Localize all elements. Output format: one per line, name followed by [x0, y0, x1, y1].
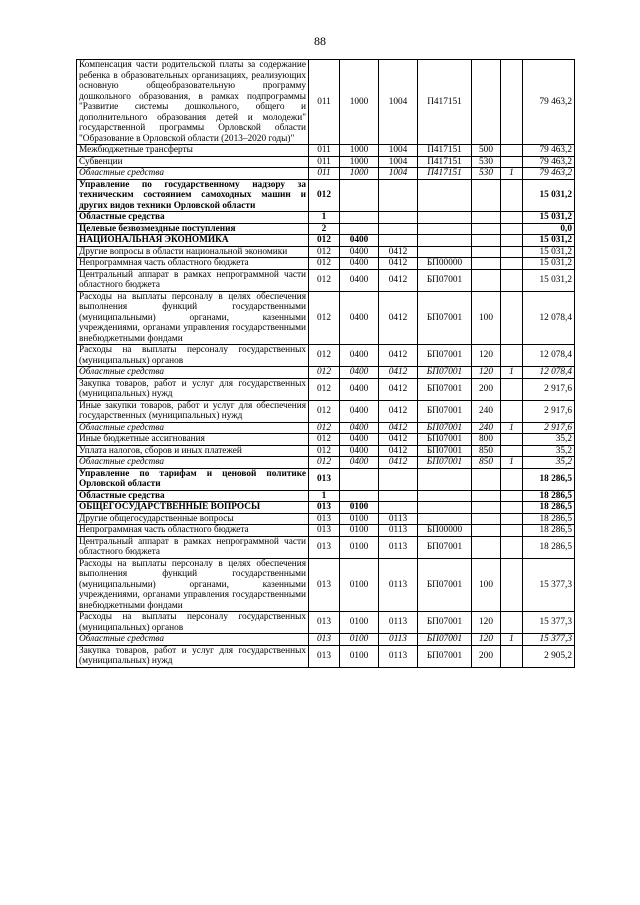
row-section-code: 0400	[340, 434, 379, 446]
row-name: Непрограммная часть областного бюджета	[77, 525, 309, 537]
row-source-code	[501, 612, 523, 634]
budget-table	[76, 59, 575, 668]
table-row	[77, 612, 575, 634]
row-expense-type: 120	[472, 345, 501, 367]
row-name: Областные средства	[77, 490, 309, 502]
row-source-code	[501, 434, 523, 446]
row-target-code: БП07001	[418, 345, 472, 367]
row-subsection-code: 0412	[379, 367, 418, 379]
row-subsection-code: 0412	[379, 445, 418, 457]
row-section-code	[340, 212, 379, 224]
table-row	[77, 525, 575, 537]
row-admin-code: 012	[309, 400, 340, 422]
table-row	[77, 223, 575, 235]
row-source-code	[501, 525, 523, 537]
row-admin-code: 012	[309, 378, 340, 400]
row-amount: 18 286,5	[523, 502, 575, 514]
row-admin-code: 013	[309, 536, 340, 558]
table-row	[77, 345, 575, 367]
row-admin-code: 2	[309, 223, 340, 235]
table-row	[77, 168, 575, 180]
row-expense-type	[472, 513, 501, 525]
row-section-code: 0100	[340, 502, 379, 514]
table-row	[77, 634, 575, 646]
row-subsection-code	[379, 179, 418, 212]
row-amount: 15 031,2	[523, 258, 575, 270]
row-expense-type: 800	[472, 434, 501, 446]
row-target-code	[418, 223, 472, 235]
row-name: Управление по государственному надзору за техническим состоянием самоходных машин и других видов техники Орловской области	[77, 179, 309, 212]
row-source-code	[501, 156, 523, 168]
row-amount: 79 463,2	[523, 168, 575, 180]
row-name: Другие вопросы в области национальной экономики	[77, 246, 309, 258]
table-row	[77, 445, 575, 457]
table-row	[77, 490, 575, 502]
row-name: Областные средства	[77, 367, 309, 379]
table-row	[77, 269, 575, 291]
row-name: Расходы на выплаты персоналу в целях обеспечения выполнения функций государственными (муниципальными) органами, казенными учреждениями, органами управления государственными внебюджетными фондами	[77, 558, 309, 612]
row-section-code: 1000	[340, 145, 379, 157]
row-admin-code: 013	[309, 525, 340, 537]
row-expense-type: 240	[472, 400, 501, 422]
row-target-code: БП07001	[418, 291, 472, 345]
table-row	[77, 212, 575, 224]
row-amount: 79 463,2	[523, 156, 575, 168]
row-source-code: 1	[501, 168, 523, 180]
table-row	[77, 246, 575, 258]
table-row	[77, 457, 575, 469]
row-name: Иные бюджетные ассигнования	[77, 434, 309, 446]
row-expense-type	[472, 212, 501, 224]
row-section-code	[340, 179, 379, 212]
row-target-code: БП00000	[418, 525, 472, 537]
page-number: 88	[314, 34, 326, 48]
row-expense-type: 240	[472, 422, 501, 434]
table-row	[77, 558, 575, 612]
row-amount: 15 031,2	[523, 235, 575, 247]
row-amount: 15 031,2	[523, 179, 575, 212]
row-amount: 35,2	[523, 457, 575, 469]
row-section-code: 0400	[340, 246, 379, 258]
row-section-code: 0400	[340, 378, 379, 400]
row-section-code: 0100	[340, 634, 379, 646]
row-expense-type: 120	[472, 634, 501, 646]
row-source-code	[501, 269, 523, 291]
row-expense-type	[472, 536, 501, 558]
row-source-code	[501, 558, 523, 612]
row-amount: 35,2	[523, 445, 575, 457]
row-source-code	[501, 513, 523, 525]
row-subsection-code	[379, 468, 418, 490]
row-target-code: БП07001	[418, 422, 472, 434]
row-admin-code: 012	[309, 246, 340, 258]
row-name: Областные средства	[77, 168, 309, 180]
row-target-code: БП07001	[418, 634, 472, 646]
row-subsection-code	[379, 223, 418, 235]
row-expense-type	[472, 60, 501, 145]
row-expense-type	[472, 235, 501, 247]
row-source-code	[501, 258, 523, 270]
row-subsection-code	[379, 212, 418, 224]
row-section-code: 0400	[340, 269, 379, 291]
row-section-code	[340, 490, 379, 502]
row-target-code: БП07001	[418, 367, 472, 379]
row-subsection-code: 1004	[379, 168, 418, 180]
row-amount: 2 917,6	[523, 400, 575, 422]
row-section-code: 1000	[340, 60, 379, 145]
row-source-code	[501, 145, 523, 157]
table-row	[77, 502, 575, 514]
row-section-code: 0100	[340, 525, 379, 537]
row-source-code	[501, 490, 523, 502]
row-amount: 15 031,2	[523, 212, 575, 224]
row-name: Целевые безвозмездные поступления	[77, 223, 309, 235]
row-expense-type	[472, 246, 501, 258]
row-source-code	[501, 378, 523, 400]
row-source-code: 1	[501, 422, 523, 434]
row-admin-code: 011	[309, 156, 340, 168]
row-subsection-code: 1004	[379, 145, 418, 157]
row-expense-type: 850	[472, 445, 501, 457]
row-subsection-code: 1004	[379, 156, 418, 168]
row-subsection-code: 0113	[379, 513, 418, 525]
row-subsection-code: 1004	[379, 60, 418, 145]
row-subsection-code: 0412	[379, 258, 418, 270]
row-target-code: БП07001	[418, 400, 472, 422]
row-expense-type: 530	[472, 156, 501, 168]
row-admin-code: 013	[309, 612, 340, 634]
row-name: Расходы на выплаты персоналу государственных (муниципальных) органов	[77, 345, 309, 367]
table-row	[77, 367, 575, 379]
row-subsection-code: 0412	[379, 291, 418, 345]
row-target-code: БП07001	[418, 269, 472, 291]
row-name: ОБЩЕГОСУДАРСТВЕННЫЕ ВОПРОСЫ	[77, 502, 309, 514]
row-admin-code: 012	[309, 345, 340, 367]
row-target-code: БП07001	[418, 558, 472, 612]
row-section-code: 1000	[340, 156, 379, 168]
row-name: Областные средства	[77, 457, 309, 469]
row-source-code	[501, 223, 523, 235]
row-name: Управление по тарифам и ценовой политике Орловской области	[77, 468, 309, 490]
row-admin-code: 012	[309, 235, 340, 247]
row-source-code	[501, 212, 523, 224]
row-name: Областные средства	[77, 634, 309, 646]
row-amount: 18 286,5	[523, 525, 575, 537]
row-subsection-code	[379, 490, 418, 502]
row-amount: 18 286,5	[523, 536, 575, 558]
table-row	[77, 258, 575, 270]
row-admin-code: 013	[309, 645, 340, 667]
row-source-code: 1	[501, 457, 523, 469]
row-target-code: БП00000	[418, 258, 472, 270]
row-subsection-code: 0412	[379, 246, 418, 258]
table-row	[77, 179, 575, 212]
row-expense-type: 500	[472, 145, 501, 157]
row-section-code: 0100	[340, 536, 379, 558]
row-subsection-code: 0113	[379, 525, 418, 537]
row-name: Областные средства	[77, 212, 309, 224]
row-amount: 0,0	[523, 223, 575, 235]
row-expense-type	[472, 179, 501, 212]
row-target-code	[418, 246, 472, 258]
row-admin-code: 013	[309, 513, 340, 525]
row-section-code: 0400	[340, 367, 379, 379]
row-section-code	[340, 468, 379, 490]
row-amount: 15 031,2	[523, 246, 575, 258]
row-section-code: 0400	[340, 291, 379, 345]
row-expense-type: 200	[472, 645, 501, 667]
row-source-code	[501, 445, 523, 457]
row-subsection-code: 0412	[379, 345, 418, 367]
row-name: Непрограммная часть областного бюджета	[77, 258, 309, 270]
table-row	[77, 422, 575, 434]
table-row	[77, 536, 575, 558]
row-expense-type	[472, 490, 501, 502]
table-row	[77, 513, 575, 525]
row-admin-code: 013	[309, 634, 340, 646]
row-subsection-code: 0412	[379, 269, 418, 291]
row-admin-code: 012	[309, 434, 340, 446]
row-source-code	[501, 468, 523, 490]
row-name: Центральный аппарат в рамках непрограммной части областного бюджета	[77, 269, 309, 291]
row-expense-type	[472, 258, 501, 270]
row-amount: 15 377,3	[523, 612, 575, 634]
row-admin-code: 012	[309, 179, 340, 212]
row-target-code: П417151	[418, 168, 472, 180]
row-admin-code: 012	[309, 445, 340, 457]
table-row	[77, 235, 575, 247]
row-admin-code: 011	[309, 145, 340, 157]
row-target-code	[418, 212, 472, 224]
row-name: Уплата налогов, сборов и иных платежей	[77, 445, 309, 457]
row-target-code: БП07001	[418, 645, 472, 667]
row-subsection-code: 0113	[379, 558, 418, 612]
row-target-code: П417151	[418, 156, 472, 168]
row-admin-code: 012	[309, 269, 340, 291]
row-amount: 15 377,3	[523, 558, 575, 612]
row-amount: 79 463,2	[523, 145, 575, 157]
row-subsection-code: 0412	[379, 378, 418, 400]
row-amount: 18 286,5	[523, 490, 575, 502]
row-section-code: 0400	[340, 345, 379, 367]
table-body	[77, 60, 575, 668]
row-admin-code: 012	[309, 367, 340, 379]
row-subsection-code: 0412	[379, 400, 418, 422]
row-expense-type: 100	[472, 558, 501, 612]
row-amount: 2 917,6	[523, 378, 575, 400]
row-amount: 2 905,2	[523, 645, 575, 667]
row-source-code	[501, 60, 523, 145]
row-subsection-code: 0113	[379, 612, 418, 634]
row-name: Межбюджетные трансферты	[77, 145, 309, 157]
row-amount: 35,2	[523, 434, 575, 446]
row-subsection-code: 0412	[379, 457, 418, 469]
row-name: Закупка товаров, работ и услуг для государственных (муниципальных) нужд	[77, 645, 309, 667]
row-admin-code: 012	[309, 258, 340, 270]
row-amount: 79 463,2	[523, 60, 575, 145]
row-source-code	[501, 345, 523, 367]
row-section-code: 0400	[340, 457, 379, 469]
row-amount: 12 078,4	[523, 367, 575, 379]
table-row	[77, 60, 575, 145]
row-source-code: 1	[501, 634, 523, 646]
row-expense-type: 120	[472, 367, 501, 379]
row-target-code: П417151	[418, 145, 472, 157]
row-amount: 18 286,5	[523, 513, 575, 525]
row-expense-type: 530	[472, 168, 501, 180]
row-expense-type	[472, 468, 501, 490]
row-name: НАЦИОНАЛЬНАЯ ЭКОНОМИКА	[77, 235, 309, 247]
row-admin-code: 013	[309, 502, 340, 514]
row-amount: 18 286,5	[523, 468, 575, 490]
row-section-code: 0400	[340, 422, 379, 434]
row-target-code	[418, 513, 472, 525]
row-expense-type	[472, 269, 501, 291]
row-subsection-code	[379, 502, 418, 514]
row-target-code: БП07001	[418, 378, 472, 400]
row-source-code	[501, 645, 523, 667]
row-expense-type	[472, 223, 501, 235]
row-source-code	[501, 246, 523, 258]
row-amount: 2 917,6	[523, 422, 575, 434]
row-admin-code: 1	[309, 212, 340, 224]
table-row	[77, 468, 575, 490]
row-section-code: 1000	[340, 168, 379, 180]
row-section-code: 0400	[340, 258, 379, 270]
row-admin-code: 011	[309, 60, 340, 145]
row-target-code	[418, 235, 472, 247]
row-name: Расходы на выплаты персоналу государственных (муниципальных) органов	[77, 612, 309, 634]
table-row	[77, 145, 575, 157]
row-section-code: 0400	[340, 235, 379, 247]
row-amount: 12 078,4	[523, 291, 575, 345]
row-name: Закупка товаров, работ и услуг для государственных (муниципальных) нужд	[77, 378, 309, 400]
row-expense-type: 100	[472, 291, 501, 345]
row-section-code: 0400	[340, 400, 379, 422]
row-amount: 15 377,3	[523, 634, 575, 646]
row-name: Центральный аппарат в рамках непрограммной части областного бюджета	[77, 536, 309, 558]
row-target-code: БП07001	[418, 612, 472, 634]
row-source-code	[501, 502, 523, 514]
row-section-code: 0100	[340, 612, 379, 634]
row-expense-type: 120	[472, 612, 501, 634]
row-section-code	[340, 223, 379, 235]
row-target-code: П417151	[418, 60, 472, 145]
row-source-code	[501, 179, 523, 212]
row-subsection-code: 0412	[379, 422, 418, 434]
row-target-code: БП07001	[418, 445, 472, 457]
row-target-code: БП07001	[418, 457, 472, 469]
row-subsection-code	[379, 235, 418, 247]
table-row	[77, 156, 575, 168]
row-admin-code: 012	[309, 291, 340, 345]
row-expense-type: 850	[472, 457, 501, 469]
row-source-code: 1	[501, 367, 523, 379]
row-amount: 12 078,4	[523, 345, 575, 367]
table-row	[77, 291, 575, 345]
row-name: Расходы на выплаты персоналу в целях обеспечения выполнения функций государственными (муниципальными) органами, казенными учреждениями, органами управления государственными внебюджетными фондами	[77, 291, 309, 345]
row-admin-code: 013	[309, 468, 340, 490]
row-source-code	[501, 536, 523, 558]
row-section-code: 0100	[340, 645, 379, 667]
row-subsection-code: 0113	[379, 634, 418, 646]
row-name: Другие общегосударственные вопросы	[77, 513, 309, 525]
row-target-code	[418, 502, 472, 514]
row-expense-type	[472, 525, 501, 537]
row-name: Субвенции	[77, 156, 309, 168]
row-subsection-code: 0113	[379, 536, 418, 558]
table-row	[77, 400, 575, 422]
row-admin-code: 012	[309, 422, 340, 434]
row-target-code	[418, 468, 472, 490]
row-subsection-code: 0113	[379, 645, 418, 667]
row-name: Иные закупки товаров, работ и услуг для обеспечения государственных (муниципальных) нужд	[77, 400, 309, 422]
row-amount: 15 031,2	[523, 269, 575, 291]
row-target-code: БП07001	[418, 536, 472, 558]
row-source-code	[501, 235, 523, 247]
row-target-code	[418, 490, 472, 502]
row-source-code	[501, 400, 523, 422]
row-admin-code: 1	[309, 490, 340, 502]
row-source-code	[501, 291, 523, 345]
row-expense-type: 200	[472, 378, 501, 400]
row-expense-type	[472, 502, 501, 514]
table-row	[77, 378, 575, 400]
row-admin-code: 013	[309, 558, 340, 612]
table-row	[77, 434, 575, 446]
row-subsection-code: 0412	[379, 434, 418, 446]
row-admin-code: 011	[309, 168, 340, 180]
row-section-code: 0400	[340, 445, 379, 457]
row-section-code: 0100	[340, 513, 379, 525]
row-target-code: БП07001	[418, 434, 472, 446]
row-section-code: 0100	[340, 558, 379, 612]
row-name: Областные средства	[77, 422, 309, 434]
row-target-code	[418, 179, 472, 212]
row-admin-code: 012	[309, 457, 340, 469]
row-name: Компенсация части родительской платы за содержание ребенка в образовательных организациях, реализующих основную общеобразовательную программу дошкольного образования, в рамках подпрограммы "Развитие системы дошкольного, общего и дополнительного образования детей и молодежи" государственной программы Орловской области "Образование в Орловской области (2013–2020 годы)"	[77, 60, 309, 145]
table-row	[77, 645, 575, 667]
